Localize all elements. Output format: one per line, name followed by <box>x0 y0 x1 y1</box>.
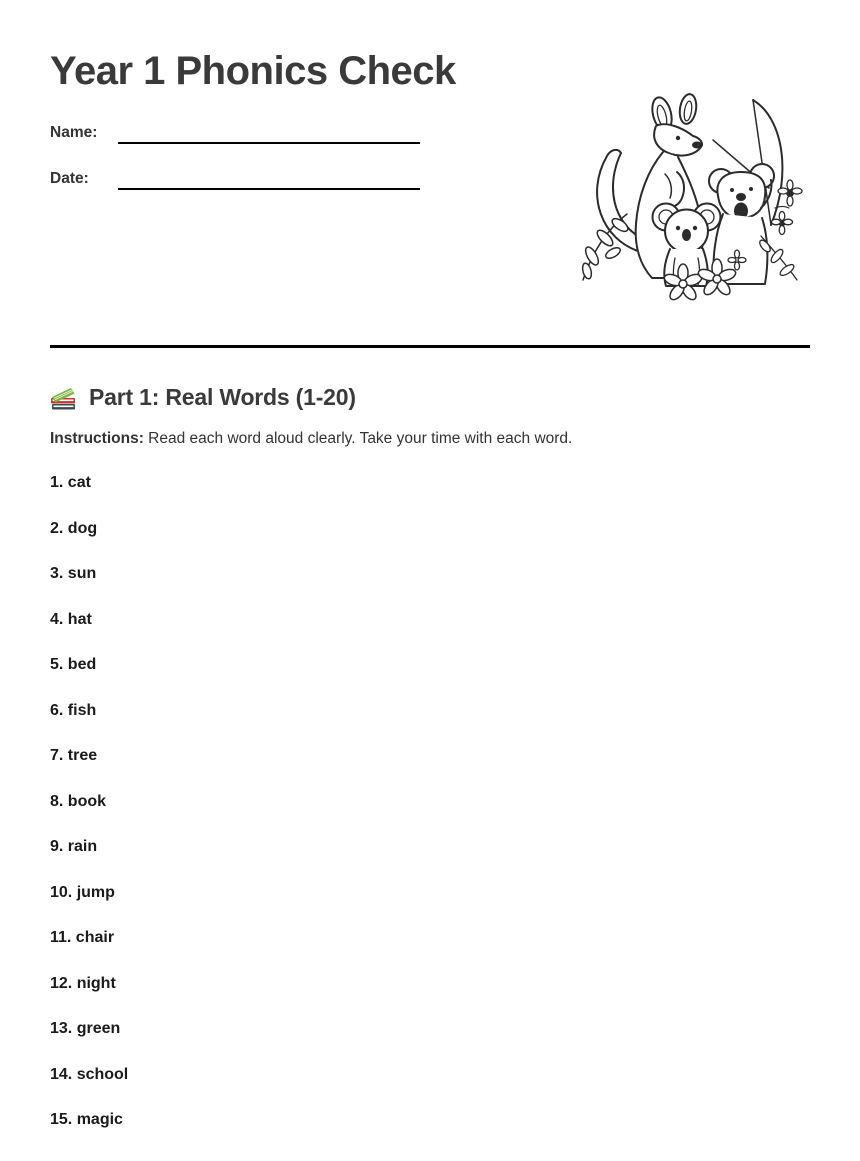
instructions-text: Read each word aloud clearly. Take your time with each word. <box>143 430 573 447</box>
animals-illustration <box>565 88 815 303</box>
word-item: 8. book <box>50 792 107 810</box>
word-item: 15. magic <box>50 1111 123 1128</box>
word-item: 1. cat <box>50 474 91 491</box>
word-item: 14. school <box>50 1065 129 1083</box>
instructions-label: Instructions: <box>50 430 144 447</box>
page-title: Year 1 Phonics Check <box>50 49 456 93</box>
word-item: 6. fish <box>50 701 97 719</box>
part1-heading-text: Part 1: Real Words (1-20) <box>89 384 356 410</box>
word-list <box>50 473 810 1130</box>
word-item: 12. night <box>50 974 116 992</box>
word-item: 9. rain <box>50 838 98 855</box>
word-item: 5. bed <box>50 656 97 673</box>
part1-heading <box>50 384 810 411</box>
word-item: 4. hat <box>50 610 92 628</box>
name-label: Name: <box>50 124 98 141</box>
date-blank-line <box>118 168 420 190</box>
word-item: 11. chair <box>50 929 115 946</box>
date-label: Date: <box>50 170 89 187</box>
instructions <box>50 428 810 450</box>
books-icon <box>50 384 78 411</box>
word-item: 2. dog <box>50 519 98 537</box>
word-item: 7. tree <box>50 747 98 764</box>
date-field-row <box>50 168 420 190</box>
word-item: 10. jump <box>50 883 115 901</box>
word-item: 13. green <box>50 1020 121 1037</box>
word-item: 3. sun <box>50 565 97 582</box>
name-blank-line <box>118 122 420 144</box>
name-field-row <box>50 122 420 144</box>
section-divider <box>50 345 810 348</box>
